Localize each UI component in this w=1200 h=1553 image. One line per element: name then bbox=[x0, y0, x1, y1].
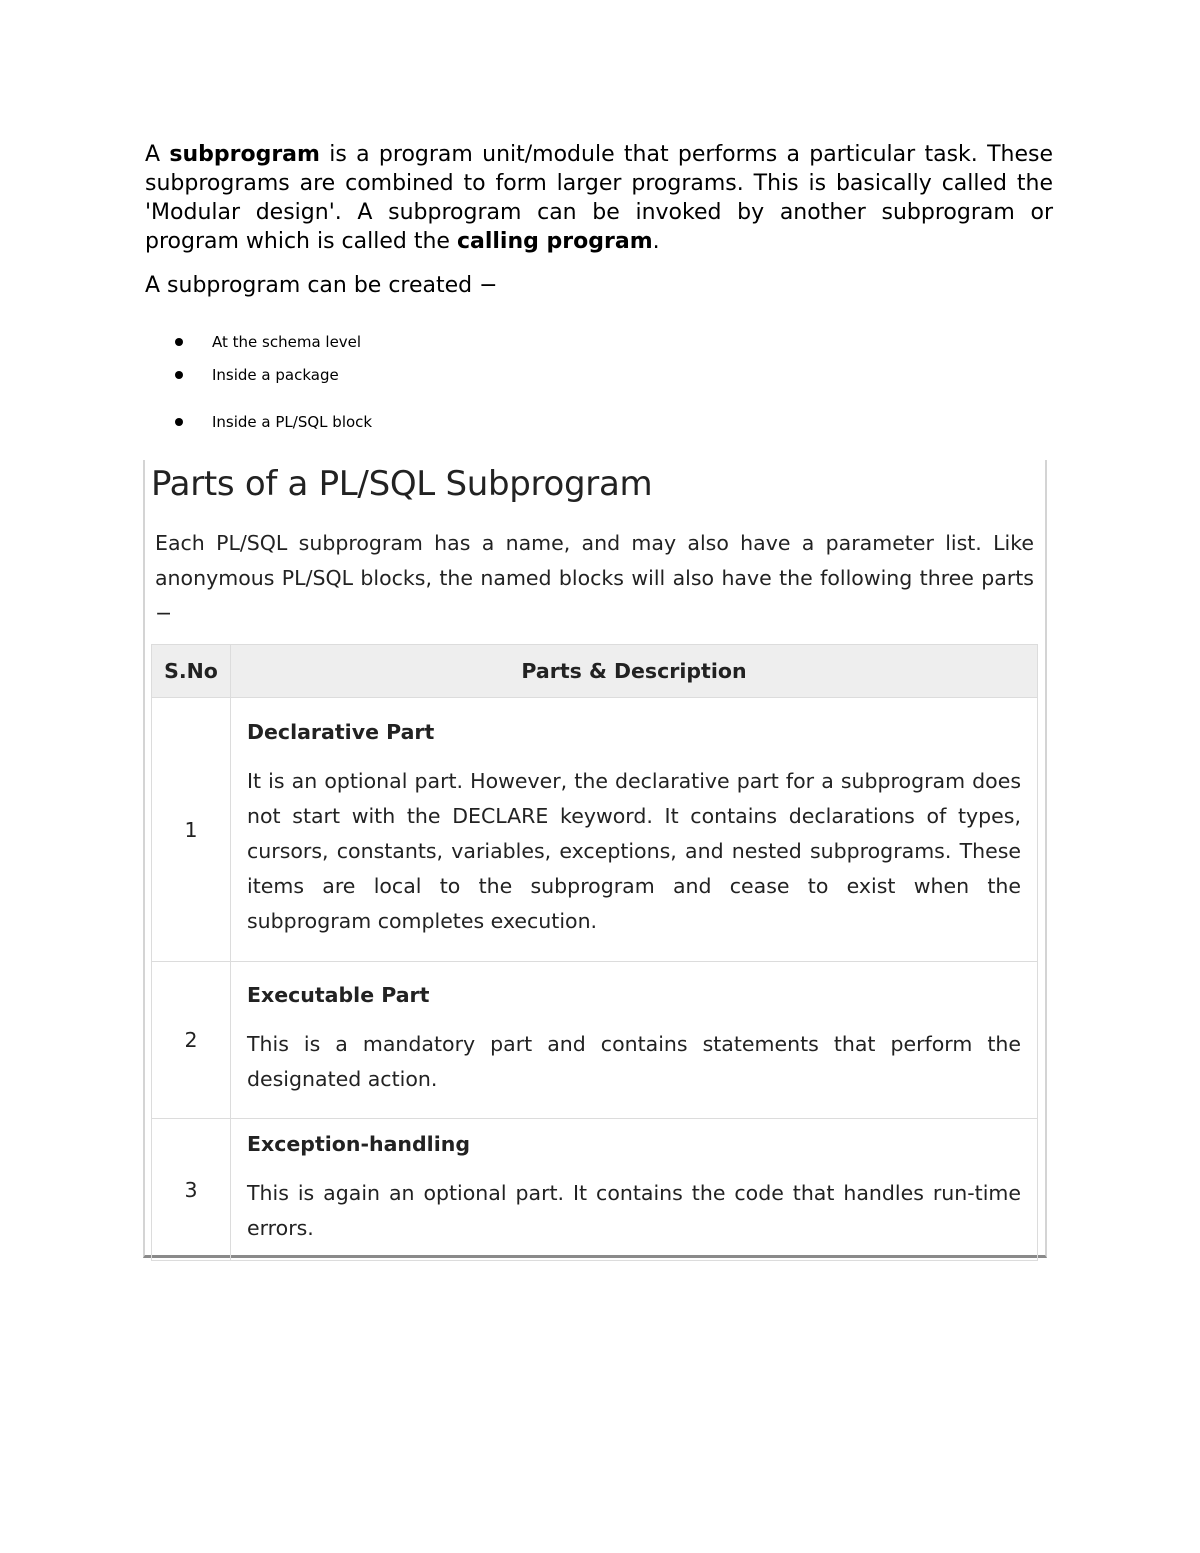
part-title: Executable Part bbox=[247, 982, 430, 1007]
parts-table bbox=[151, 644, 1038, 1261]
section-description: Each PL/SQL subprogram has a name, and may also have a parameter list. Like anonymous PL/SQL blocks, the named blocks will also have the following three parts − bbox=[155, 531, 1034, 625]
list-item-text: Inside a package bbox=[212, 366, 339, 384]
row-description bbox=[231, 698, 1038, 962]
section-title: Parts of a PL/SQL Subprogram bbox=[151, 464, 653, 504]
row-description bbox=[231, 1119, 1038, 1261]
table-row bbox=[152, 962, 1038, 1119]
intro-text: A bbox=[145, 142, 170, 167]
embedded-screenshot-panel bbox=[143, 460, 1047, 1258]
row-sno: 1 bbox=[152, 698, 231, 962]
table-header-row bbox=[152, 645, 1038, 698]
part-body: This is a mandatory part and contains statements that perform the designated action. bbox=[247, 1031, 1021, 1091]
row-description bbox=[231, 962, 1038, 1119]
list-item-text: At the schema level bbox=[212, 333, 362, 351]
table-row bbox=[152, 1119, 1038, 1261]
intro-paragraph bbox=[145, 140, 1053, 256]
bullet-icon bbox=[175, 338, 183, 346]
row-sno: 3 bbox=[152, 1119, 231, 1261]
subprogram-term: subprogram bbox=[169, 142, 320, 167]
part-title: Exception-handling bbox=[247, 1132, 470, 1156]
row-sno: 2 bbox=[152, 962, 231, 1119]
part-body: This is again an optional part. It contains the code that handles run-time errors. bbox=[247, 1181, 1021, 1240]
intro-text: . bbox=[652, 229, 660, 254]
bullet-icon bbox=[175, 371, 183, 379]
intro-text: is a program unit/module that performs a particular task. These subprograms are combined to form larger programs. This is basically called the 'Modular design'. A subprogram can be invoked by another subprogram or program which is called the bbox=[145, 142, 1053, 254]
created-line: A subprogram can be created − bbox=[145, 273, 498, 298]
bullet-icon bbox=[175, 418, 183, 426]
part-title: Declarative Part bbox=[247, 719, 435, 744]
part-body: It is an optional part. However, the declarative part for a subprogram does not start with the DECLARE keyword. It contains declarations of types, cursors, constants, variables, exceptions, and nested subprograms. These items are local to the subprogram and cease to exist when the subprogram completes execution. bbox=[247, 768, 1021, 933]
column-header-sno: S.No bbox=[152, 645, 231, 698]
list-item-text: Inside a PL/SQL block bbox=[212, 413, 373, 431]
calling-program-term: calling program bbox=[456, 229, 653, 254]
table-row bbox=[152, 698, 1038, 962]
column-header-parts: Parts & Description bbox=[231, 645, 1038, 698]
